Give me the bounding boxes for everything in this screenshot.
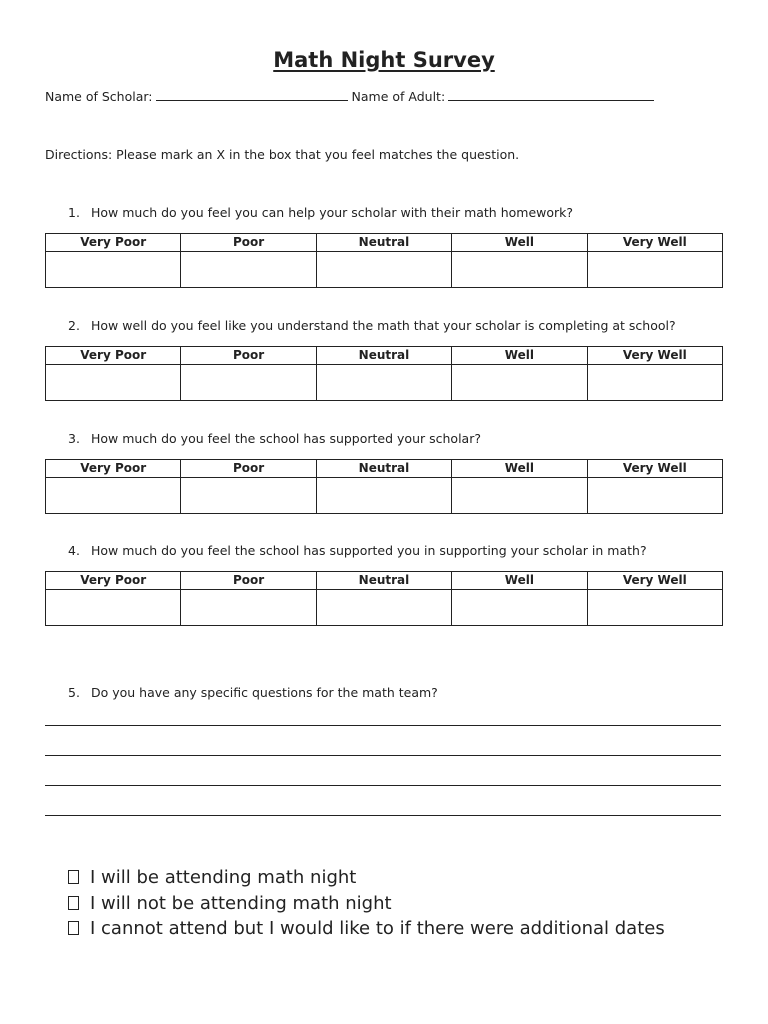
- rating-table-3: [45, 459, 723, 514]
- rating-box-very-poor[interactable]: [46, 365, 181, 401]
- rating-box-very-poor[interactable]: [46, 252, 181, 288]
- survey-title: Math Night Survey: [273, 48, 495, 72]
- directions-text: Directions: Please mark an X in the box that you feel matches the question.: [45, 147, 520, 162]
- question-1: [68, 205, 573, 220]
- rating-header-neutral: Neutral: [316, 234, 451, 252]
- rating-box-well[interactable]: [452, 252, 587, 288]
- question-number: 1.: [68, 205, 80, 220]
- rating-header-poor: Poor: [181, 572, 316, 590]
- rating-header-very-well: Very Well: [587, 347, 722, 365]
- rating-header-neutral: Neutral: [316, 347, 451, 365]
- rating-table-4: [45, 571, 723, 626]
- rating-box-poor[interactable]: [181, 590, 316, 626]
- question-text: How much do you feel the school has supported your scholar?: [91, 431, 481, 446]
- scholar-name-blank[interactable]: [156, 89, 348, 101]
- rating-box-well[interactable]: [452, 365, 587, 401]
- question-number: 5.: [68, 685, 80, 700]
- rating-header-very-well: Very Well: [587, 572, 722, 590]
- question-number: 3.: [68, 431, 80, 446]
- rating-box-neutral[interactable]: [316, 365, 451, 401]
- question-number: 4.: [68, 543, 80, 558]
- question-text: How much do you feel you can help your scholar with their math homework?: [91, 205, 574, 220]
- question-number: 2.: [68, 318, 80, 333]
- rating-box-very-well[interactable]: [587, 365, 722, 401]
- rating-box-very-poor[interactable]: [46, 590, 181, 626]
- rating-box-neutral[interactable]: [316, 590, 451, 626]
- rating-box-neutral[interactable]: [316, 478, 451, 514]
- rating-box-poor[interactable]: [181, 252, 316, 288]
- answer-line[interactable]: [45, 815, 721, 816]
- rating-header-well: Well: [452, 234, 587, 252]
- rating-table-2: [45, 346, 723, 401]
- rating-header-well: Well: [452, 347, 587, 365]
- rating-header-very-poor: Very Poor: [46, 347, 181, 365]
- rating-box-neutral[interactable]: [316, 252, 451, 288]
- rating-box-poor[interactable]: [181, 365, 316, 401]
- rating-header-poor: Poor: [181, 460, 316, 478]
- rating-header-well: Well: [452, 572, 587, 590]
- rating-header-poor: Poor: [181, 234, 316, 252]
- scholar-name-label: Name of Scholar:: [45, 89, 153, 104]
- rating-box-well[interactable]: [452, 590, 587, 626]
- rating-table-1: [45, 233, 723, 288]
- rating-header-very-poor: Very Poor: [46, 460, 181, 478]
- question-text: Do you have any specific questions for the math team?: [91, 685, 438, 700]
- attendance-option: [68, 893, 665, 919]
- question-text: How well do you feel like you understand the math that your scholar is completing at school?: [91, 318, 676, 333]
- question-3: [68, 431, 481, 446]
- rating-header-very-well: Very Well: [587, 460, 722, 478]
- adult-name-blank[interactable]: [448, 89, 654, 101]
- question-2: [68, 318, 676, 333]
- rating-box-very-well[interactable]: [587, 590, 722, 626]
- checkbox-icon[interactable]: [68, 896, 79, 910]
- rating-header-very-well: Very Well: [587, 234, 722, 252]
- rating-header-neutral: Neutral: [316, 460, 451, 478]
- rating-box-well[interactable]: [452, 478, 587, 514]
- question-4: [68, 543, 647, 558]
- attendance-option-label: I will not be attending math night: [90, 892, 392, 914]
- rating-box-very-well[interactable]: [587, 252, 722, 288]
- question-text: How much do you feel the school has supported you in supporting your scholar in math?: [91, 543, 647, 558]
- attendance-option: [68, 918, 665, 944]
- rating-box-very-well[interactable]: [587, 478, 722, 514]
- adult-name-label: Name of Adult:: [351, 89, 446, 104]
- rating-box-poor[interactable]: [181, 478, 316, 514]
- attendance-options: [68, 867, 665, 944]
- answer-line[interactable]: [45, 755, 721, 756]
- checkbox-icon[interactable]: [68, 921, 79, 935]
- rating-header-neutral: Neutral: [316, 572, 451, 590]
- rating-header-very-poor: Very Poor: [46, 572, 181, 590]
- answer-line[interactable]: [45, 725, 721, 726]
- attendance-option-label: I will be attending math night: [90, 867, 357, 888]
- answer-line[interactable]: [45, 785, 721, 786]
- checkbox-icon[interactable]: [68, 870, 79, 884]
- attendance-option-label: I cannot attend but I would like to if there were additional dates: [90, 918, 665, 939]
- rating-header-well: Well: [452, 460, 587, 478]
- rating-box-very-poor[interactable]: [46, 478, 181, 514]
- question-5: [68, 685, 438, 700]
- name-fields: [45, 89, 658, 104]
- attendance-option: [68, 867, 665, 893]
- rating-header-very-poor: Very Poor: [46, 234, 181, 252]
- rating-header-poor: Poor: [181, 347, 316, 365]
